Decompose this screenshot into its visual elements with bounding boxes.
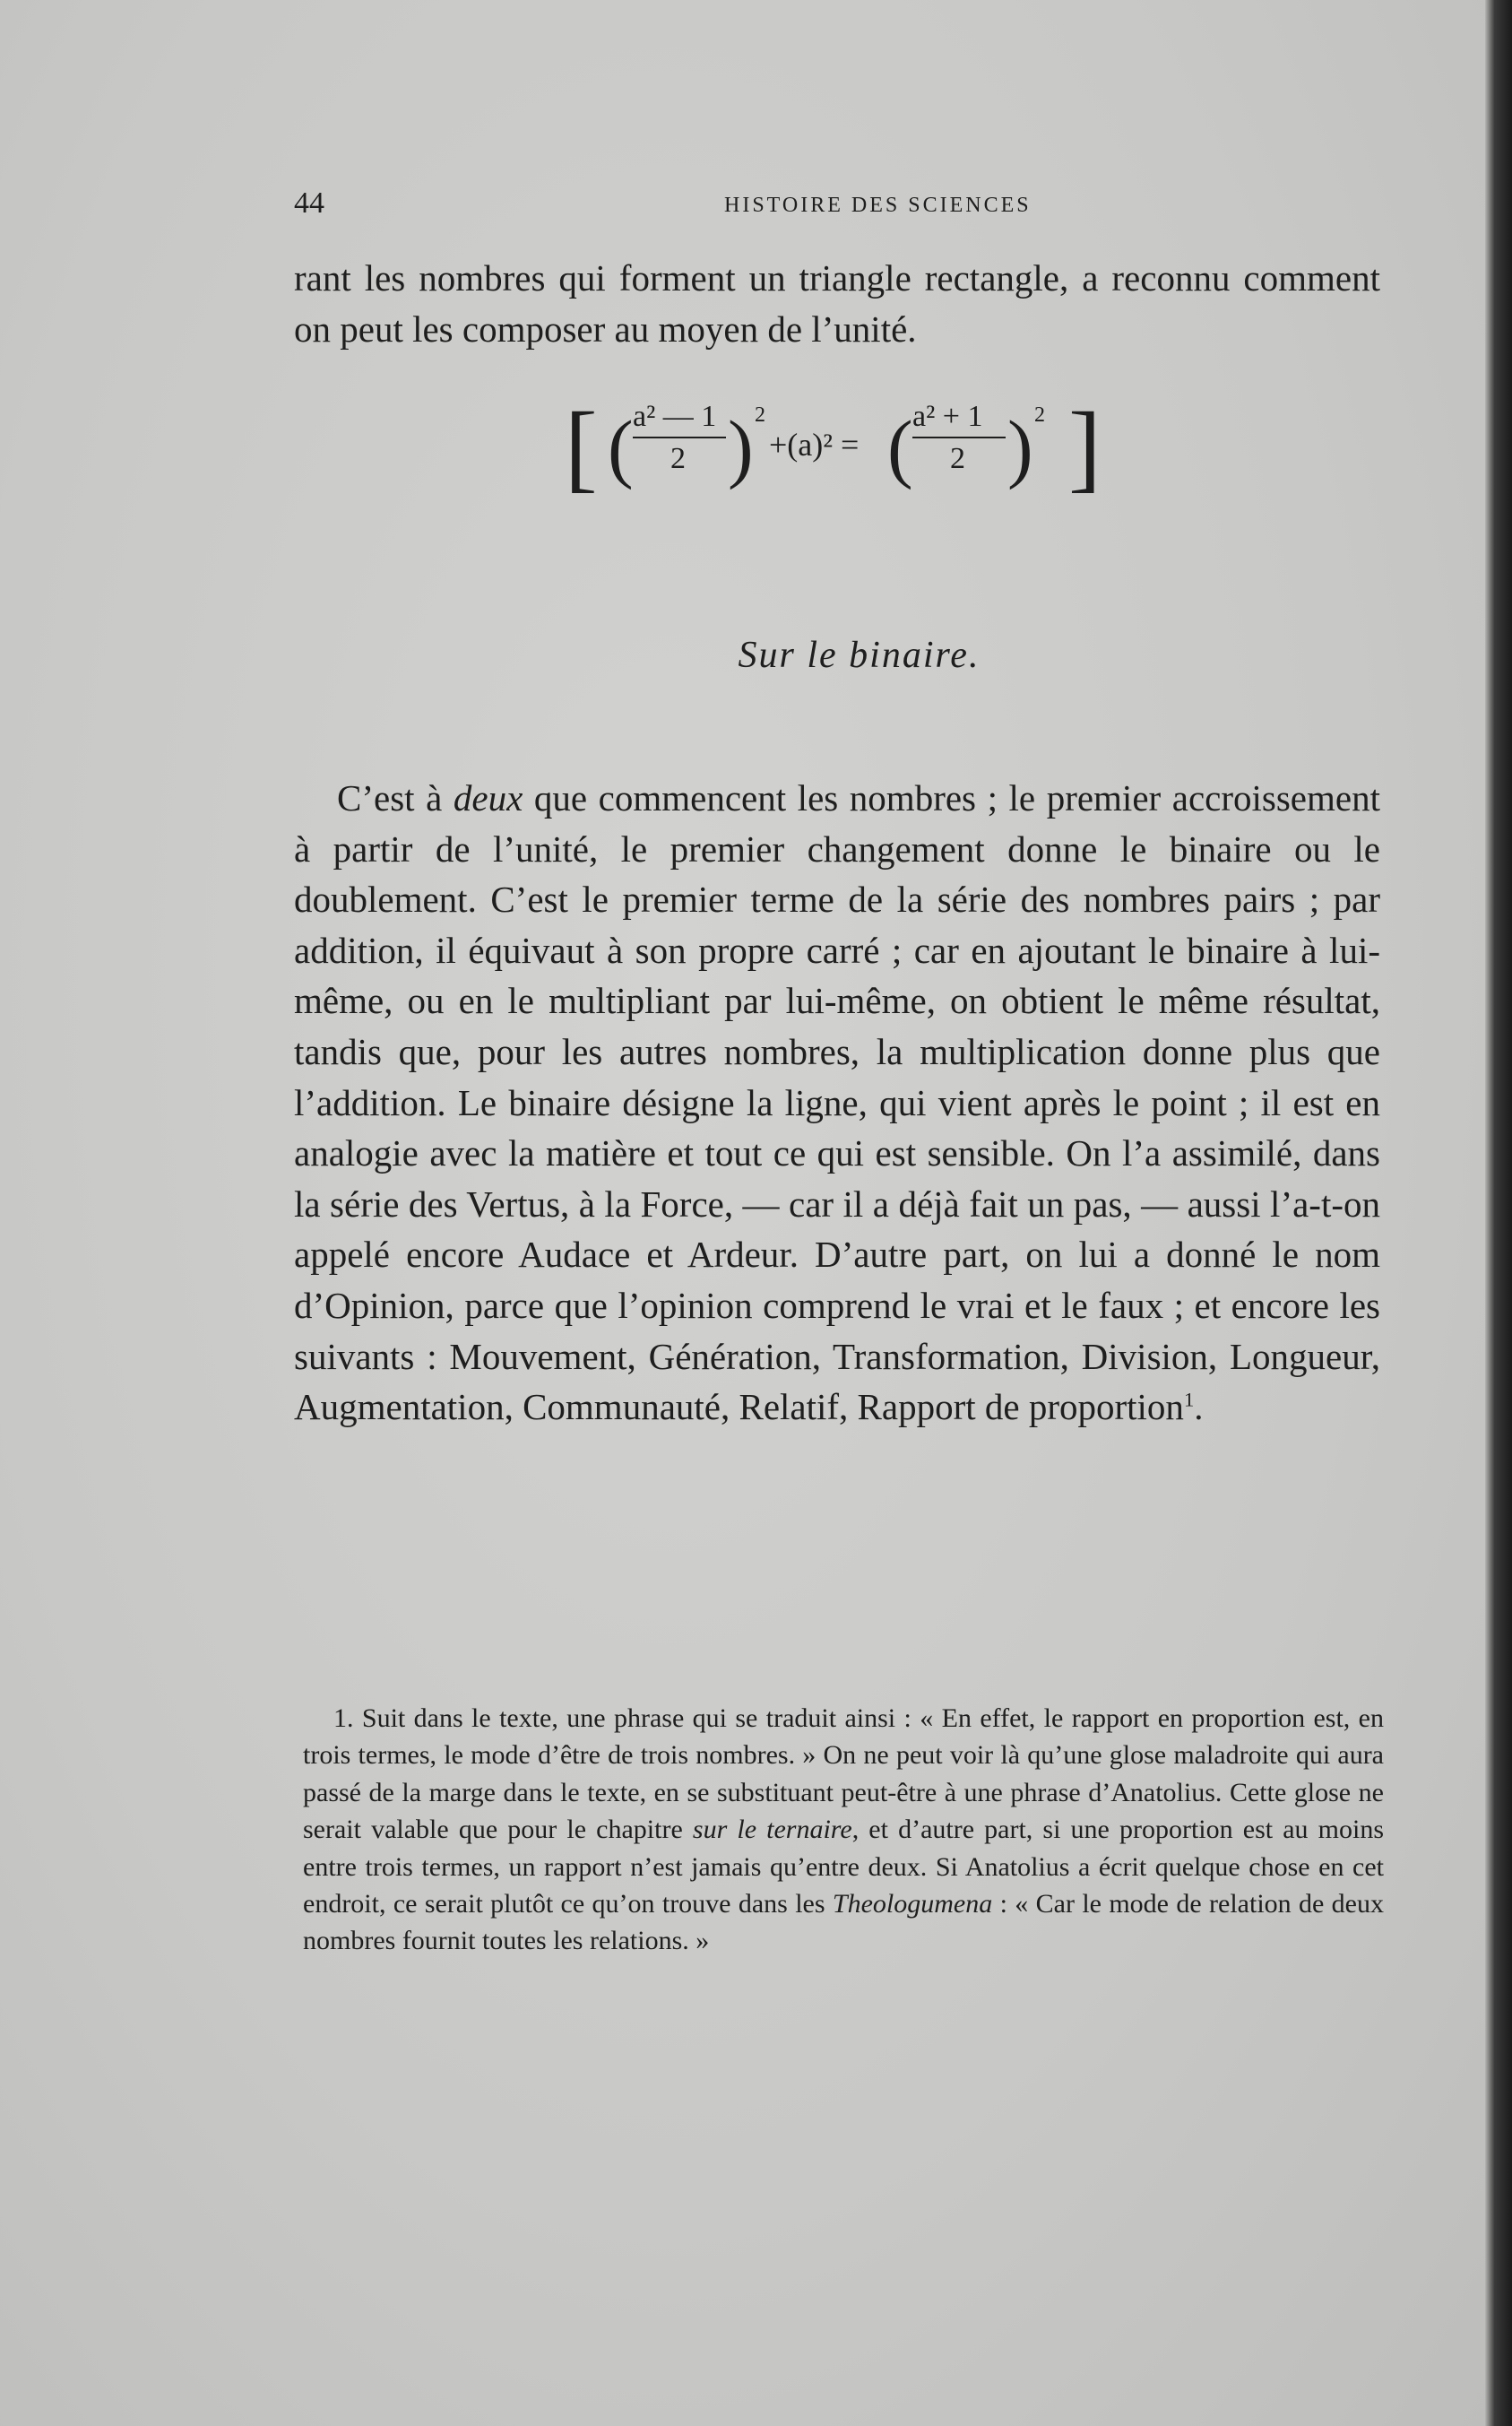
footnote-reference: 1 (1183, 1388, 1195, 1411)
formula-paren-right-close: ) (1007, 404, 1033, 490)
footnote-part-3: : « Car le mode de relation de deux nombres fournit toutes les relations. » (303, 1889, 1385, 1956)
book-spine-shadow (1485, 0, 1512, 2426)
formula-exponent-right: 2 (1034, 403, 1045, 427)
paragraph-binaire (294, 773, 1380, 1433)
formula-bracket-close: ] (1068, 392, 1102, 501)
footnote-italic-ternaire: sur le ternaire (692, 1815, 852, 1845)
paragraph-end: . (1194, 1386, 1204, 1428)
formula-paren-left-open: ( (608, 404, 634, 490)
paragraph-continuation: rant les nombres qui forment un triangle rectangle, a reconnu comment on peut les composer au moyen de l’unité. (294, 257, 1380, 350)
footnote-part-2: , et d’autre part, si une proportion est au moins entre trois termes, un rapport n’est jamais qu’entre deux. Si Anatolius a écrit quelque chose en cet endroit, ce serait plutôt ce qu’on trouve dans les (303, 1815, 1384, 1919)
paragraph-body: que commencent les nombres ; le premier accroissement à partir de l’unité, le premier changement donne le binaire ou le doublement. C’est le premier terme de la série des nombres pairs ; par addition, il équivaut à son propre carré ; car en ajoutant le binaire à lui-même, ou en le multipliant par lui-même, on obtient le même résultat, tandis que, pour les autres nombres, la multiplication donne plus que l’addition. Le binaire désigne la ligne, qui vient après le point ; il est en analogie avec la matière et tout ce qui est sensible. On l’a assimilé, dans la série des Vertus, à la Force, — car il a déjà fait un pas, — aussi l’a-t-on appelé encore Audace et Ardeur. D’autre part, on lui a donné le nom d’Opinion, parce que l’opinion comprend le vrai et le faux ; et encore les suivants : Mouvement, Génération, Transformation, Division, Longueur, Augmentation, Communauté, Relatif, Rapport de proportion (294, 777, 1380, 1428)
formula-denominator-left: 2 (670, 442, 686, 475)
formula-bracket-open: [ (565, 392, 598, 501)
formula-exponent-left: 2 (755, 403, 765, 427)
formula-middle-term: +(a)² = (769, 427, 860, 463)
footnote-italic-theologumena: Theologumena (832, 1889, 993, 1919)
pythagorean-formula (565, 386, 1138, 502)
formula-numerator-left: a² — 1 (633, 400, 717, 433)
paragraph-emphasis: deux (453, 777, 523, 819)
formula-denominator-right: 2 (950, 442, 965, 475)
running-title: HISTOIRE DES SCIENCES (724, 194, 1032, 217)
section-title: Sur le binaire. (738, 635, 981, 676)
formula-numerator-right: a² + 1 (912, 400, 983, 433)
footnote-part-1: 1. Suit dans le texte, une phrase qui se traduit ainsi : « En effet, le rapport en proportion est, en trois termes, le mode d’être de trois nombres. » On ne peut voir là qu’une glose maladroite qui aura passé de la marge dans le texte, en se substituant peut-être à une phrase d’Anatolius. Cette glose ne serait valable que pour le chapitre (303, 1703, 1384, 1845)
formula-paren-right-open: ( (887, 404, 913, 490)
formula-paren-left-close: ) (728, 404, 754, 490)
page-number: 44 (294, 186, 324, 220)
paragraph-lead: C’est à (337, 777, 454, 819)
footnote (303, 1700, 1384, 1960)
page-header (294, 186, 1387, 231)
